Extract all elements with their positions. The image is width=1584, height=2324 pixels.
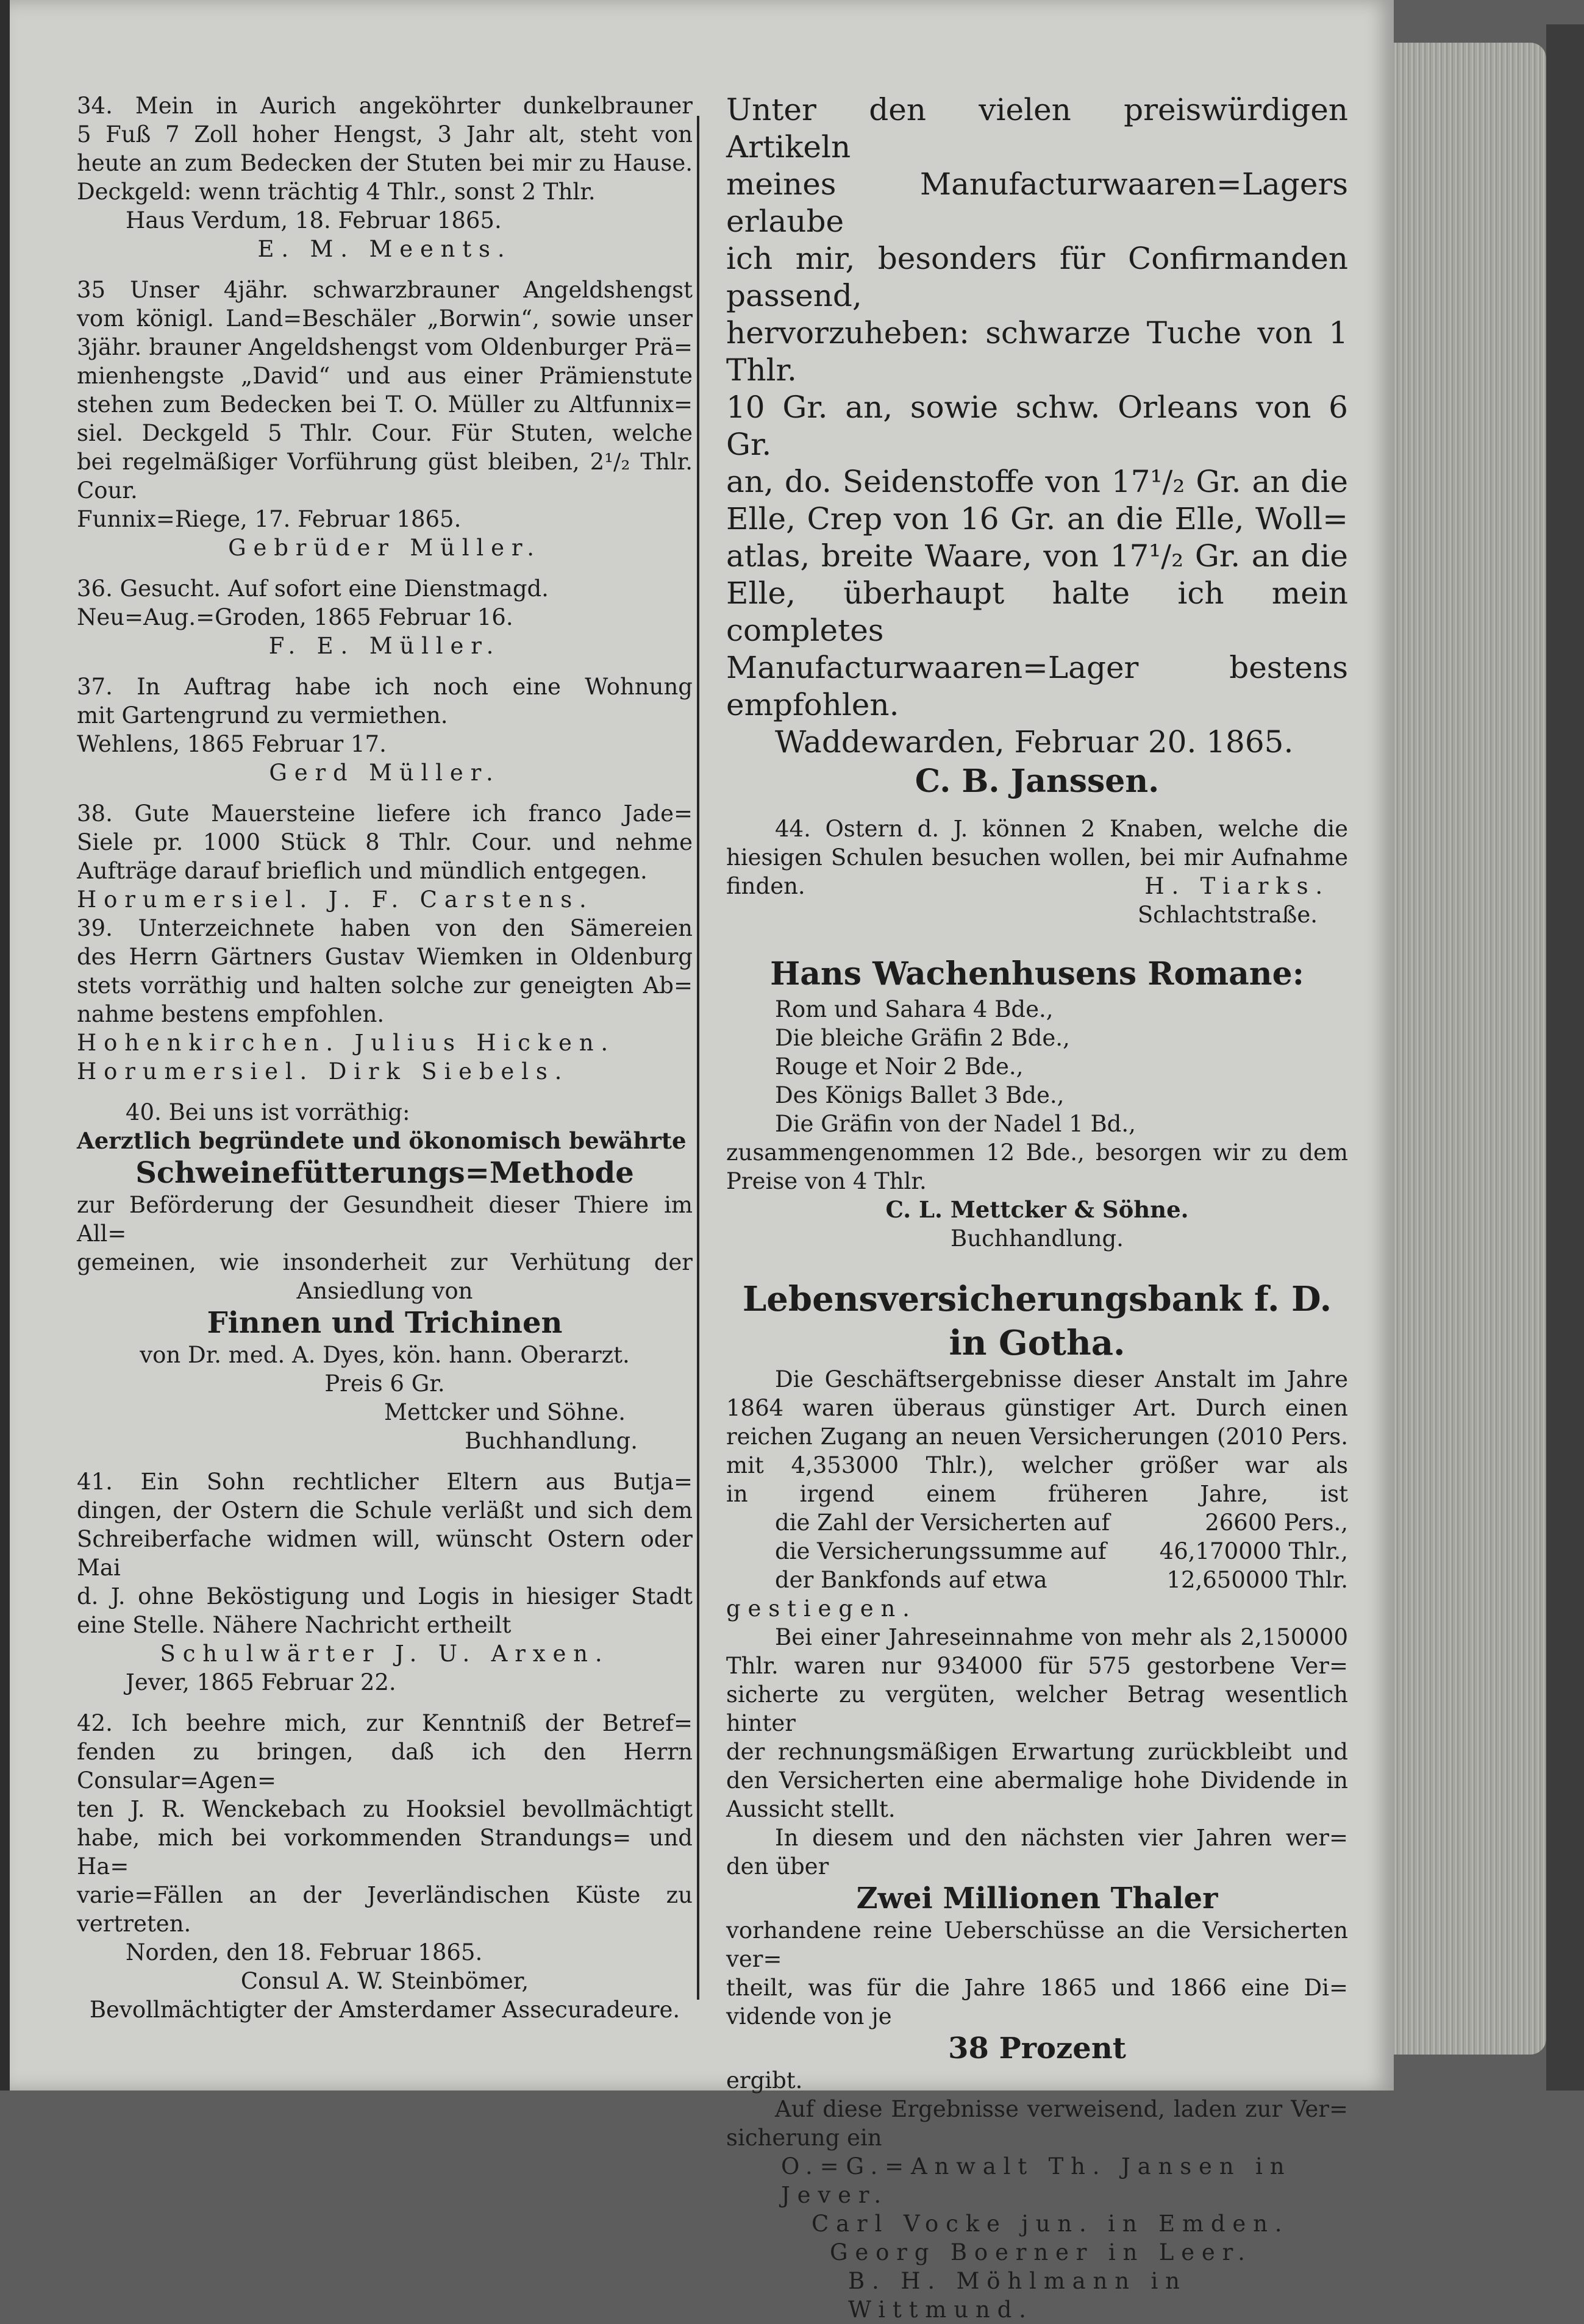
wachenhusen-item: Die bleiche Gräfin 2 Bde.,: [775, 1025, 1070, 1051]
gotha-ergibt: ergibt.: [726, 2067, 803, 2094]
ad-41-place-date: Jever, 1865 Februar 22.: [126, 1669, 396, 1695]
gotha-title: Lebensversicherungsbank f. D.: [742, 1279, 1332, 1319]
wachenhusen-item: Die Gräfin von der Nadel 1 Bd.,: [775, 1111, 1136, 1137]
ad-40-title2: Finnen und Trichinen: [207, 1306, 563, 1340]
gotha-para-line: Bei einer Jahreseinnahme von mehr als 2,150000: [775, 1624, 1348, 1650]
ad-42-line: ten J. R. Wenckebach zu Hooksiel bevollmächtigt: [77, 1796, 693, 1822]
gotha-para-line: reichen Zugang an neuen Versicherungen (2010 Pers.: [726, 1424, 1348, 1450]
spacer: [77, 562, 693, 574]
ad-39-signature: Hohenkirchen. Julius Hicken.: [77, 1030, 615, 1056]
janssen-line: Elle, überhaupt halte ich mein completes: [726, 576, 1348, 648]
ad-35-line: 3jähr. brauner Angeldshengst vom Oldenburger Prä=: [77, 334, 693, 360]
janssen-line: meines Manufacturwaaren=Lagers erlaube: [726, 166, 1348, 239]
ad-44-signature: H. Tiarks.: [1144, 873, 1330, 899]
wachenhusen-item: Rouge et Noir 2 Bde.,: [775, 1053, 1024, 1080]
ad-41-signature: Schulwärter J. U. Arxen.: [160, 1641, 610, 1667]
ad-40-body: zur Beförderung der Gesundheit dieser Thiere im All=: [77, 1192, 693, 1247]
gotha-para-line: den Versicherten eine abermalige hohe Dividende in: [726, 1767, 1348, 1794]
janssen-line: Manufacturwaaren=Lager bestens empfohlen.: [726, 650, 1348, 722]
janssen-ad: [726, 91, 1348, 802]
ad-36: [77, 574, 693, 660]
wachenhusen-summary: zusammengenommen 12 Bde., besorgen wir zu dem: [726, 1139, 1348, 1166]
ad-35-place-date: Funnix=Riege, 17. Februar 1865.: [77, 506, 462, 532]
gotha-stat-row: [726, 1566, 1348, 1594]
janssen-line: Elle, Crep von 16 Gr. an die Elle, Woll=: [726, 501, 1348, 536]
column-rule: [697, 116, 699, 2000]
ad-39: [77, 914, 693, 1086]
ad-35-line: 35 Unser 4jähr. schwarzbrauner Angeldshengst: [77, 277, 693, 303]
ad-39-line: nahme bestens empfohlen.: [77, 1001, 385, 1027]
ad-40-price: Preis 6 Gr.: [324, 1371, 445, 1397]
ad-40-signature: Mettcker und Söhne.: [384, 1399, 626, 1425]
ad-38: [77, 799, 693, 914]
ad-42-line: 42. Ich beehre mich, zur Kenntniß der Betref=: [77, 1710, 693, 1736]
ad-34-signature: E. M. Meents.: [257, 236, 512, 262]
gotha-para-line: Aussicht stellt.: [726, 1796, 896, 1822]
janssen-line: hervorzuheben: schwarze Tuche von 1 Thlr.: [726, 315, 1348, 388]
gotha-agent: Carl Vocke jun. in Emden.: [812, 2211, 1290, 2237]
gotha-para-line: In diesem und den nächsten vier Jahren wer=: [775, 1825, 1348, 1851]
ad-34: [77, 91, 693, 263]
ad-35-line: Cour.: [77, 477, 138, 504]
ad-41-line: Schreiberfache widmen will, wünscht Ostern oder Mai: [77, 1526, 693, 1581]
ad-38-line: Siele pr. 1000 Stück 8 Thlr. Cour. und nehme: [77, 829, 693, 855]
spacer: [77, 263, 693, 276]
wachenhusen-title: Hans Wachenhusens Romane:: [770, 955, 1304, 993]
ad-38-line: Aufträge darauf brieflich und mündlich entgegen.: [77, 858, 648, 884]
gotha-stat-value: 46,170000 Thlr.,: [1159, 1538, 1348, 1564]
ad-44-line: finden.: [726, 873, 805, 899]
gotha-stat-label: der Bankfonds auf etwa: [775, 1567, 1047, 1593]
spacer: [726, 929, 1348, 953]
spacer: [77, 660, 693, 672]
ad-35-signature: Gebrüder Müller.: [228, 535, 541, 561]
newspaper-page: [10, 0, 1394, 2323]
gotha-para-line: 1864 waren überaus günstiger Art. Durch einen: [726, 1395, 1348, 1421]
ad-34-line: 5 Fuß 7 Zoll hoher Hengst, 3 Jahr alt, steht von: [77, 121, 693, 148]
left-column: [77, 91, 693, 2024]
ad-39-line: stets vorräthig und halten solche zur geneigten Ab=: [77, 972, 693, 999]
ad-35-line: siel. Deckgeld 5 Thlr. Cour. Für Stuten, welche: [77, 420, 693, 446]
gotha-ad: [726, 1277, 1348, 2324]
ad-38-signature: Horumersiel. J. F. Carstens.: [77, 886, 594, 913]
spacer: [77, 1086, 693, 1098]
spacer: [726, 1253, 1348, 1277]
gotha-para-line: in irgend einem früheren Jahre, ist: [726, 1481, 1348, 1507]
janssen-line: ich mir, besonders für Confirmanden passend,: [726, 241, 1348, 313]
gotha-agent: B. H. Möhlmann in Wittmund.: [848, 2268, 1187, 2323]
gotha-para-line: mit 4,353000 Thlr.), welcher größer war als: [726, 1452, 1348, 1478]
gotha-para-line: Thlr. waren nur 934000 für 575 gestorbene Ver=: [726, 1653, 1348, 1679]
gotha-stat-value: 12,650000 Thlr.: [1166, 1567, 1348, 1593]
ad-36-line: 36. Gesucht. Auf sofort eine Dienstmagd.: [77, 576, 549, 602]
gotha-stat-label: die Versicherungssumme auf: [775, 1538, 1107, 1564]
ad-42-signature-sub: Bevollmächtigter der Amsterdamer Assecuradeure.: [89, 1997, 680, 2023]
ad-39-line: des Herrn Gärtners Gustav Wiemken in Oldenburg: [77, 944, 693, 970]
wachenhusen-item: Rom und Sahara 4 Bde.,: [775, 996, 1054, 1022]
ad-44-line: hiesigen Schulen besuchen wollen, bei mir Aufnahme: [726, 844, 1348, 871]
ad-35-line: bei regelmäßiger Vorführung güst bleiben, 2¹/₂ Thlr.: [77, 449, 693, 475]
janssen-line: atlas, breite Waare, von 17¹/₂ Gr. an die: [726, 538, 1348, 574]
ad-40-signature-sub: Buchhandlung.: [465, 1428, 638, 1454]
ad-41: [77, 1467, 693, 1697]
gotha-para-line: vidende von je: [726, 2003, 892, 2030]
ad-40: [77, 1098, 693, 1455]
ad-37-place-date: Wehlens, 1865 Februar 17.: [77, 731, 387, 757]
wachenhusen-summary: Preise von 4 Thlr.: [726, 1168, 927, 1194]
ad-44: [726, 814, 1348, 929]
ad-42-place-date: Norden, den 18. Februar 1865.: [126, 1939, 483, 1966]
ad-42-line: habe, mich bei vorkommenden Strandungs= und Ha=: [77, 1825, 693, 1880]
wachenhusen-signature: C. L. Mettcker & Söhne.: [885, 1196, 1189, 1223]
gotha-title-2: in Gotha.: [949, 1323, 1126, 1363]
ad-42-line: fenden zu bringen, daß ich den Herrn Consular=Agen=: [77, 1739, 693, 1794]
ad-44-last-row: [726, 872, 1348, 900]
gotha-gestiegen: gestiegen.: [726, 1595, 917, 1622]
ad-37-signature: Gerd Müller.: [269, 760, 501, 786]
janssen-place-date: Waddewarden, Februar 20. 1865.: [775, 724, 1294, 760]
ad-37: [77, 672, 693, 787]
spacer: [77, 1455, 693, 1467]
ad-39-signature: Horumersiel. Dirk Siebels.: [77, 1058, 569, 1085]
janssen-line: 10 Gr. an, sowie schw. Orleans von 6 Gr.: [726, 390, 1348, 462]
ad-41-line: dingen, der Ostern die Schule verläßt und sich dem: [77, 1497, 693, 1524]
wachenhusen-signature-sub: Buchhandlung.: [951, 1225, 1124, 1252]
ad-42: [77, 1709, 693, 2024]
gotha-para-line: theilt, was für die Jahre 1865 und 1866 eine Di=: [726, 1975, 1348, 2001]
ad-36-line: Neu=Aug.=Groden, 1865 Februar 16.: [77, 604, 513, 630]
wachenhusen-ad: [726, 953, 1348, 1253]
ad-42-line: varie=Fällen an der Jeverländischen Küste zu vertreten.: [77, 1882, 693, 1937]
ad-42-signature: Consul A. W. Steinbömer,: [240, 1968, 529, 1994]
spacer: [726, 802, 1348, 814]
gotha-stat-value: 26600 Pers.,: [1205, 1510, 1348, 1536]
ad-41-line: d. J. ohne Beköstigung und Logis in hiesiger Stadt: [77, 1583, 693, 1609]
gotha-para-line: vorhandene reine Ueberschüsse an die Versicherten ver=: [726, 1917, 1348, 1972]
ad-34-place-date: Haus Verdum, 18. Februar 1865.: [126, 207, 502, 233]
ad-34-line: heute an zum Bedecken der Stuten bei mir zu Hause.: [77, 150, 693, 176]
ad-40-title: Schweinefütterungs=Methode: [135, 1156, 634, 1190]
gotha-stat-row: [726, 1537, 1348, 1566]
gotha-para-line: Auf diese Ergebnisse verweisend, laden zur Ver=: [775, 2096, 1348, 2122]
janssen-signature: C. B. Janssen.: [915, 763, 1160, 800]
gotha-agent: O.=G.=Anwalt Th. Jansen in Jever.: [781, 2153, 1292, 2208]
spacer: [77, 787, 693, 799]
ad-35-line: stehen zum Bedecken bei T. O. Müller zu Altfunnix=: [77, 391, 693, 418]
ad-44-line: 44. Ostern d. J. können 2 Knaben, welche die: [775, 816, 1348, 842]
ad-40-body: gemeinen, wie insonderheit zur Verhütung der: [77, 1249, 693, 1275]
janssen-line: an, do. Seidenstoffe von 17¹/₂ Gr. an die: [726, 464, 1348, 499]
ad-36-signature: F. E. Müller.: [268, 633, 501, 659]
gotha-million: Zwei Millionen Thaler: [856, 1881, 1218, 1916]
gotha-para-line: sicherte zu vergüten, welcher Betrag wesentlich hinter: [726, 1681, 1348, 1736]
ad-40-ansiedlung: Ansiedlung von: [296, 1278, 473, 1304]
gotha-para-line: Die Geschäftsergebnisse dieser Anstalt im Jahre: [775, 1366, 1348, 1392]
ad-34-line: 34. Mein in Aurich angeköhrter dunkelbrauner: [77, 93, 693, 119]
ad-44-address: Schlachtstraße.: [1137, 902, 1318, 928]
ad-41-line: eine Stelle. Nähere Nachricht ertheilt: [77, 1612, 512, 1638]
ad-40-intro: 40. Bei uns ist vorräthig:: [126, 1099, 410, 1125]
scan-edge: [0, 0, 10, 2091]
ad-35: [77, 276, 693, 562]
book-cover-edge: [1546, 24, 1584, 2091]
ad-37-line: mit Gartengrund zu vermiethen.: [77, 702, 448, 729]
ad-34-line: Deckgeld: wenn trächtig 4 Thlr., sonst 2 Thlr.: [77, 179, 596, 205]
gotha-percent: 38 Prozent: [948, 2031, 1126, 2066]
gotha-para-line: den über: [726, 1853, 829, 1880]
ad-37-line: 37. In Auftrag habe ich noch eine Wohnung: [77, 674, 693, 700]
ad-40-subtitle: Aerztlich begründete und ökonomisch bewährte: [77, 1127, 687, 1154]
right-column: [726, 91, 1348, 2324]
gotha-para-line: der rechnungsmäßigen Erwartung zurückbleibt und: [726, 1739, 1348, 1765]
gotha-agent: Georg Boerner in Leer.: [830, 2239, 1252, 2265]
gotha-stat-row: [726, 1508, 1348, 1537]
ad-35-line: vom königl. Land=Beschäler „Borwin“, sowie unser: [77, 305, 693, 332]
ad-41-line: 41. Ein Sohn rechtlicher Eltern aus Butja=: [77, 1469, 693, 1495]
gotha-para-line: sicherung ein: [726, 2125, 882, 2151]
ad-38-line: 38. Gute Mauersteine liefere ich franco Jade=: [77, 800, 693, 827]
ad-39-line: 39. Unterzeichnete haben von den Sämereien: [77, 915, 693, 941]
spacer: [77, 1697, 693, 1709]
ad-35-line: mienhengste „David“ und aus einer Prämienstute: [77, 363, 693, 389]
janssen-line: Unter den vielen preiswürdigen Artikeln: [726, 92, 1348, 165]
ad-40-author: von Dr. med. A. Dyes, kön. hann. Oberarzt.: [140, 1342, 630, 1368]
book-page-edges: [1394, 43, 1546, 2055]
wachenhusen-item: Des Königs Ballet 3 Bde.,: [775, 1082, 1065, 1108]
gotha-stat-label: die Zahl der Versicherten auf: [775, 1510, 1110, 1536]
